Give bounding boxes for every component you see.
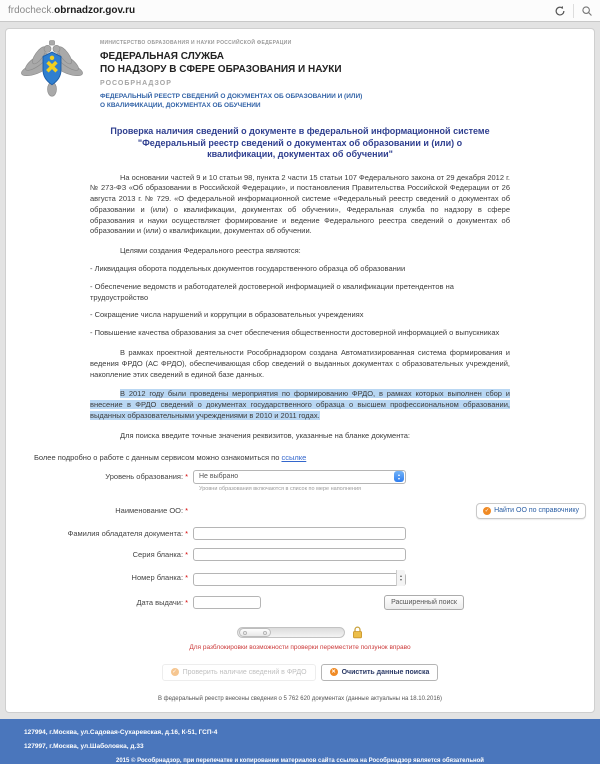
issue-date-row [6,595,594,610]
advanced-search-button[interactable]: Расширенный поиск [384,595,464,610]
service-name-line1: ФЕДЕРАЛЬНАЯ СЛУЖБА [100,51,225,62]
number-label: Номер бланка: * [131,573,188,583]
highlighted-paragraph: В 2012 году были проведены мероприятия по формированию ФРДО, в рамках которых выполнен сбор и внесение в ФРДО сведений о документах государственного образца о высшем профессиональном образовании, выданных образовательными учреждениями в 2010 и 2011 годах. [90,389,510,421]
reload-icon[interactable] [547,0,573,21]
goal-item: - Обеспечение ведомств и работодателей достоверной информацией о квалификации претендентов на трудоустройство [90,281,454,302]
education-level-label: Уровень образования: * [105,472,188,482]
education-level-select[interactable] [193,470,406,484]
find-org-icon: ✓ [484,507,490,514]
page-title: Проверка наличия сведений о документе в федеральной информационной системе "Федеральный реестр сведений о документах об образовании и (или) о квалификации, документах об обучении" [110,126,490,159]
site-header [6,29,594,112]
slider-hint-text: Для разблокировки возможности проверки переместите ползунок вправо [189,643,411,651]
number-row [6,569,594,587]
goal-item: - Сокращение числа нарушений и коррупции в образовательных учреждениях [90,310,364,320]
education-level-value: Не выбрано [199,473,239,481]
required-asterisk: * [185,549,188,559]
site-footer [0,719,600,764]
clear-search-icon: ✕ [331,669,336,676]
check-frdo-icon: ✓ [172,669,177,676]
surname-label: Фамилия обладателя документа: * [67,528,188,538]
org-name-label: Наименование ОО: * [115,506,188,516]
service-name-line2: ПО НАДЗОРУ В СФЕРЕ ОБРАЗОВАНИЯ И НАУКИ [100,63,342,75]
intro-text-block [90,173,510,442]
required-asterisk: * [185,528,188,538]
number-stepper-icon[interactable]: ▲ ▼ [396,570,405,586]
goal-item: - Повышение качества образования за счет обеспечения общественности достоверной информацией о выпускниках [90,328,500,338]
registry-name-line1: ФЕДЕРАЛЬНЫЙ РЕЕСТР СВЕДЕНИЙ О ДОКУМЕНТАХ ОБ ОБРАЗОВАНИИ И (ИЛИ) [100,93,363,100]
url-domain: obrnadzor.gov.ru [54,5,136,16]
slider-handle-dot [243,631,247,635]
find-org-button[interactable]: ✓ Найти ОО по справочнику [476,503,586,519]
ministry-label: МИНИСТЕРСТВО ОБРАЗОВАНИЯ И НАУКИ РОССИЙСКОЙ ФЕДЕРАЦИИ [100,40,292,46]
required-asterisk: * [185,506,188,516]
footer-address-1: 127994, г.Москва, ул.Садовая-Сухаревская, д.16, К-51, ГСП-4 [24,728,218,736]
education-level-hint: Уровни образования включаются в список по мере наполнения [199,485,362,492]
goals-intro: Целями создания Федерального реестра являются: [120,246,301,256]
form-actions [6,664,594,681]
frdo-system-paragraph: В рамках проектной деятельности Рособрнадзором создана Автоматизированная система формирования и ведения ФРДО (АС ФРДО), обеспечивающая сбор сведений о выданных документах с образовательных учреждений, накопление этих сведений в единой базе данных. [90,348,510,379]
rosobrnadzor-emblem-logo [20,37,84,110]
unlock-slider-handle[interactable] [239,628,271,637]
page-content [5,28,595,713]
series-row [6,548,594,561]
clear-search-button[interactable]: ✕ Очистить данные поиска [321,664,439,681]
required-asterisk: * [185,472,188,482]
education-level-row [6,470,594,484]
more-info-link[interactable]: ссылке [281,452,307,462]
surname-row [6,527,594,540]
more-info-line [34,453,594,462]
required-asterisk: * [185,597,188,607]
goal-item: - Ликвидация оборота поддельных документов государственного образца об образовании [90,264,406,274]
check-frdo-button[interactable]: ✓ Проверить наличие сведений в ФРДО [162,664,316,681]
legal-basis-paragraph: На основании частей 9 и 10 статьи 98, пункта 2 части 15 статьи 107 Федерального закона от 29 декабря 2012 г. № 273-ФЗ «Об образовании в Российской Федерации», и постановления Правительства Российской Федерации от 26 августа 2013 г. № 729. «О федеральной информационной системе «Федеральный реестр сведений о документах об образовании и (или) о квалификации, документах об обучении», Федеральная служба по надзору в сфере образования и науки осуществляет формирование и ведение Федерального реестра сведений о документах об образовании и (или) о квалификации, документах об обучении. [90,172,510,236]
footer-address-2: 127997, г.Москва, ул.Шаболовка, д.33 [24,742,144,750]
required-asterisk: * [185,573,188,583]
series-input[interactable] [193,548,406,561]
search-instructions: Для поиска введите точные значения реквизитов, указанные на бланке документа: [120,430,410,440]
browser-address-bar [0,0,600,22]
registry-name-line2: О КВАЛИФИКАЦИИ, ДОКУМЕНТАХ ОБ ОБУЧЕНИИ [100,102,261,109]
more-info-text: Более подробно о работе с данным сервисом можно ознакомиться по [34,452,280,462]
slider-handle-dot [263,631,267,635]
unlock-slider-zone [6,626,594,639]
select-stepper-icon: ▲ ▼ [394,471,404,482]
address-bar-url[interactable] [8,5,547,16]
search-icon[interactable] [574,0,600,21]
org-name-row [6,503,594,519]
document-search-form [6,470,594,702]
footer-copyright: 2015 © Рособрнадзор, при перепечатке и копировании материалов сайта ссылка на Рособрнадзор является обязательной [116,757,484,764]
issue-date-label: Дата выдачи: * [136,597,188,607]
unlock-slider-track[interactable] [237,627,345,638]
number-input[interactable] [193,573,406,586]
surname-input[interactable] [193,527,406,540]
issue-date-input[interactable] [193,596,261,609]
service-short-name: РОСОБРНАДЗОР [100,80,172,87]
url-subdomain: frdocheck. [8,5,55,16]
series-label: Серия бланка: * [132,549,188,559]
lock-icon [352,626,363,639]
registry-count-info: В федеральный реестр внесены сведения о 5 762 620 документах (данные актуальны на 18.10.2016) [157,695,442,702]
